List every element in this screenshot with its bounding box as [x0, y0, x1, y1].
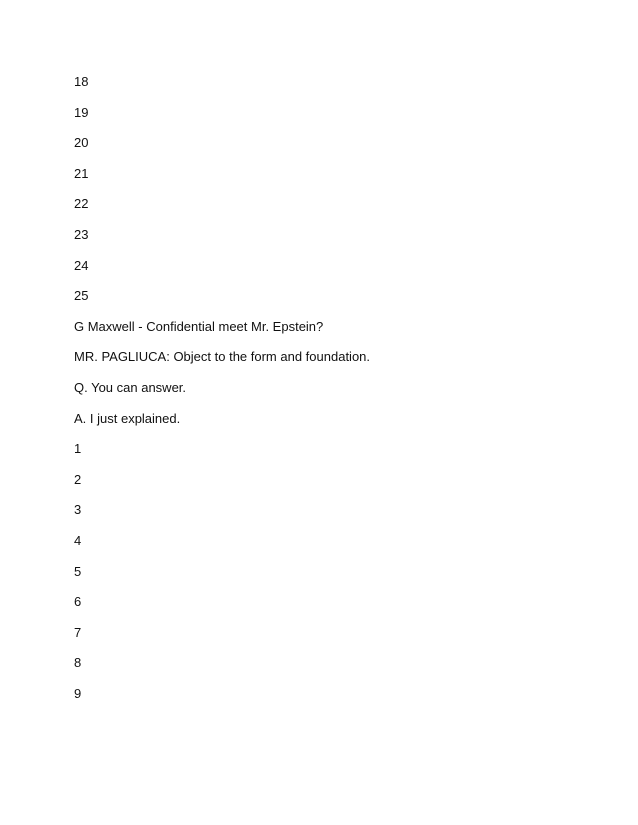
- objection-line: MR. PAGLIUCA: Object to the form and foundation.: [74, 349, 371, 365]
- line-number: 9: [74, 685, 82, 701]
- transcript-lines: [74, 73, 370, 715]
- line-number: 25: [74, 288, 89, 304]
- line-number: 20: [74, 135, 89, 151]
- line-number: 3: [74, 502, 82, 518]
- header-line: G Maxwell - Confidential meet Mr. Epstein?: [74, 318, 324, 334]
- line-number: 5: [74, 563, 82, 579]
- line-number: 19: [74, 104, 89, 120]
- line-number: 6: [74, 594, 82, 610]
- question-line: Q. You can answer.: [74, 379, 187, 395]
- line-number: 2: [74, 471, 82, 487]
- line-number: 18: [74, 74, 89, 89]
- line-number: 23: [74, 226, 89, 242]
- answer-line: A. I just explained.: [74, 410, 181, 426]
- line-number: 21: [74, 165, 89, 181]
- line-number: 7: [74, 624, 82, 640]
- line-number: 24: [74, 257, 89, 273]
- line-number: 4: [74, 532, 82, 548]
- line-number: 1: [74, 441, 82, 457]
- line-number: 8: [74, 655, 82, 671]
- line-number: 22: [74, 196, 89, 212]
